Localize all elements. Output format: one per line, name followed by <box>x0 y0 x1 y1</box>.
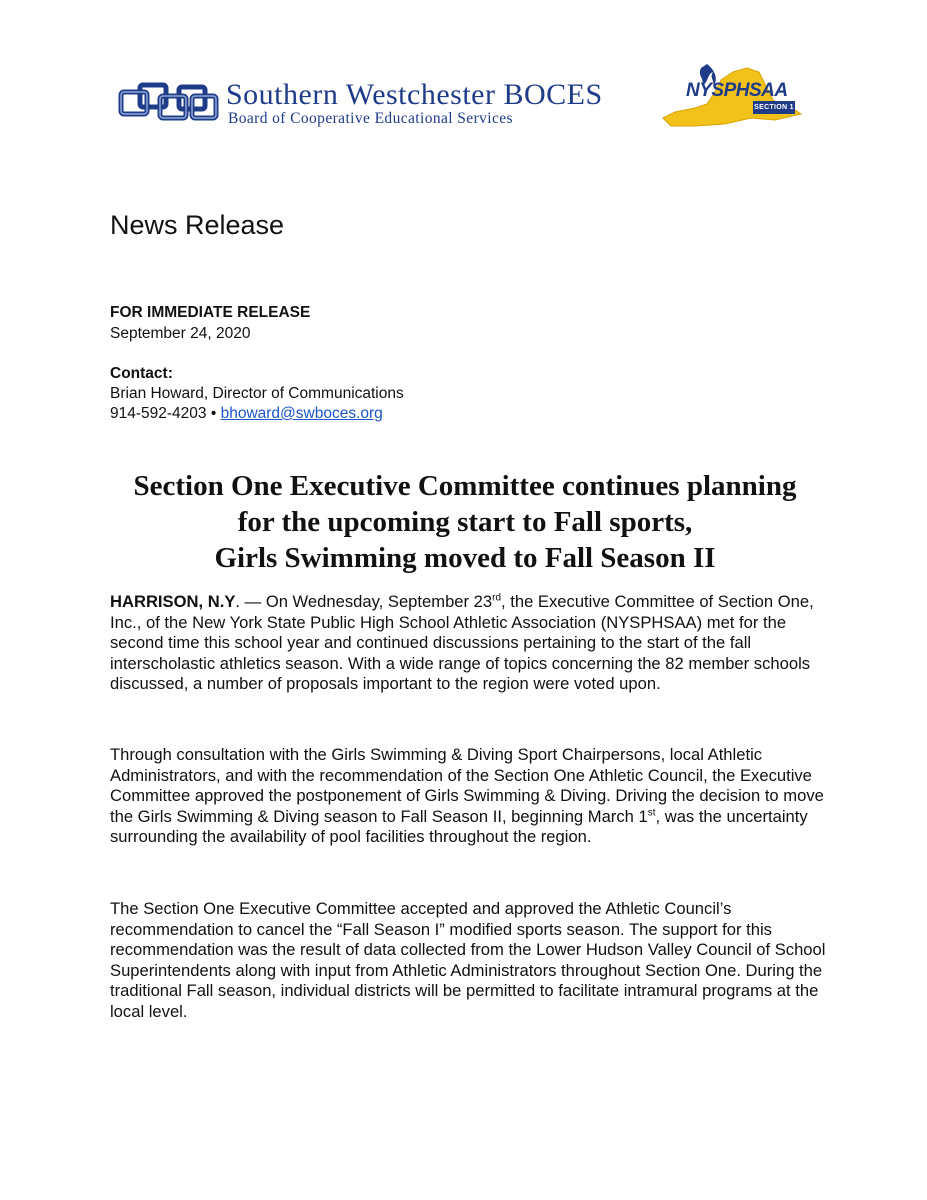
paragraph-3: The Section One Executive Committee accepted and approved the Athletic Council’s recommendation to cancel the “Fall Season I” modified sports season. The support for this recommendation was the result of data collected from the Lower Hudson Valley Council of School Superintendents along with input from Athletic Administrators throughout Section One. During the traditional Fall season, individual districts will be permitted to facilitate intramural programs at the local level. <box>110 899 826 1021</box>
org-name: Southern Westchester BOCES <box>226 78 603 111</box>
headline-line-3: Girls Swimming moved to Fall Season II <box>214 542 716 574</box>
contact-label: Contact: <box>110 365 173 382</box>
paragraph-1-text-b: , the Executive Committee of Section One, Inc., of the New York State Public High School Athletic Association (NYSPHSAA) met for the second time this school year and continued discussions pertaining to the start of the fall interscholastic athletics season. With a wide range of topics concerning the 82 member schools discussed, a number of proposals important to the region were voted upon. <box>110 592 814 694</box>
release-label: FOR IMMEDIATE RELEASE <box>110 304 311 321</box>
release-date: September 24, 2020 <box>110 325 251 342</box>
headline <box>80 468 850 576</box>
paragraph-2-ordinal: st <box>647 807 656 819</box>
paragraph-2-text-a: Through consultation with the Girls Swimming & Diving Sport Chairpersons, local Athletic Administrators, and with the recommendation of the Section One Athletic Council, the Executive Committee approved the postponement of Girls Swimming & Diving. Driving the decision to move the Girls Swimming & Diving season to Fall Season II, beginning March 1 <box>110 745 824 826</box>
headline-line-2: for the upcoming start to Fall sports, <box>237 506 693 538</box>
contact-email-link[interactable]: bhoward@swboces.org <box>220 405 383 422</box>
headline-line-1: Section One Executive Committee continues planning <box>133 470 797 502</box>
contact-separator: • <box>206 405 221 422</box>
nysphsaa-logo <box>655 58 805 130</box>
paragraph-2-text-b: , was the uncertainty surrounding the availability of pool facilities throughout the region. <box>110 806 808 847</box>
boces-logo <box>118 76 648 134</box>
paragraph-1-ordinal: rd <box>492 592 502 604</box>
dateline: HARRISON, N.Y <box>110 592 236 611</box>
partner-logo-text: NYSPHSAA <box>686 80 788 101</box>
partner-logo-section: SECTION 1 <box>753 101 795 114</box>
paragraph-1-text-a: . — On Wednesday, September 23 <box>235 592 493 611</box>
page-title: News Release <box>110 210 285 240</box>
paragraph-2 <box>110 745 830 848</box>
contact-line <box>110 405 383 423</box>
chain-links-icon <box>118 80 220 126</box>
org-subtitle: Board of Cooperative Educational Services <box>228 110 513 127</box>
contact-name: Brian Howard, Director of Communications <box>110 385 404 402</box>
paragraph-1 <box>110 592 830 695</box>
contact-phone: 914-592-4203 <box>110 405 207 422</box>
